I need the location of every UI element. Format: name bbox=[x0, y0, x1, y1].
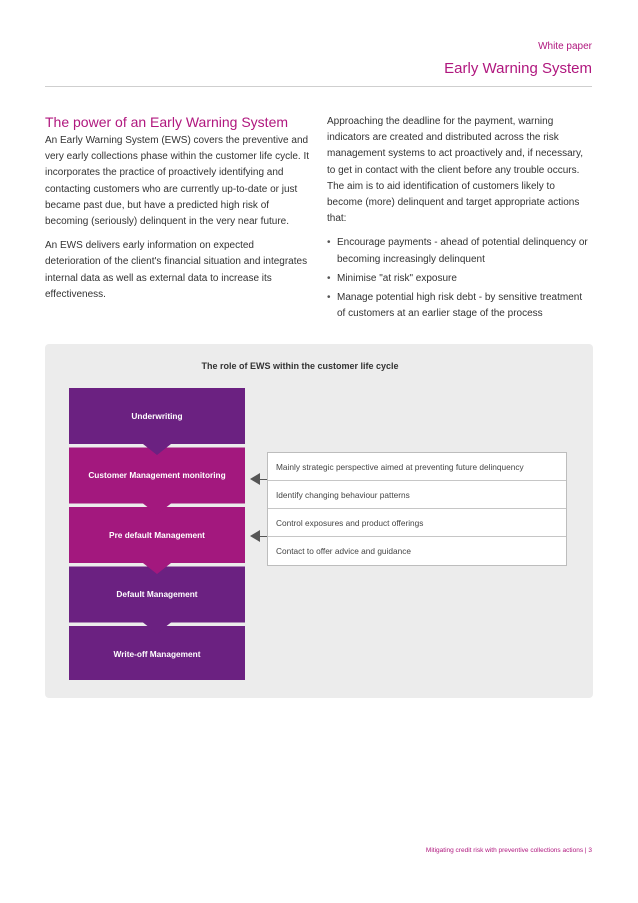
description-row: Mainly strategic perspective aimed at preventing future delinquency bbox=[268, 453, 566, 481]
header-label: White paper bbox=[538, 41, 592, 52]
bullet-item: • Encourage payments - ahead of potential delinquency or becoming increasingly delinquent bbox=[327, 235, 593, 267]
bullet-list bbox=[327, 235, 593, 322]
stage-label-pre-default: Pre default Management bbox=[109, 530, 205, 540]
right-paragraph-1: Approaching the deadline for the payment, warning indicators are created and distributed across the risk management systems to act proactively and, if necessary, to get in contact with the client before any trouble occurs. The aim is to aid identification of customers likely to become (more) delinquent and target appropriate actions that: bbox=[327, 116, 584, 225]
stage-pre-default bbox=[69, 507, 245, 574]
arrow-left-icon bbox=[250, 530, 260, 542]
stage-column bbox=[69, 388, 245, 680]
left-paragraph-1: An Early Warning System (EWS) covers the preventive and very early collections phase within the customer life cycle. It incorporates the practice of proactively identifying and contacting customers who are currently up-to-date or just became past due, but have a predicted high risk of becoming (seriously) delinquent in the very near future. bbox=[45, 135, 309, 228]
stage-label-default: Default Management bbox=[116, 589, 198, 599]
left-paragraph-2: An EWS delivers early information on expected deterioration of the client's financial situation and integrates internal data as well as external data to increase its effectiveness. bbox=[45, 240, 308, 300]
page-footer: Mitigating credit risk with preventive collections actions | 3 bbox=[425, 847, 592, 854]
header-title: Early Warning System bbox=[444, 60, 592, 77]
stage-label-underwriting: Underwriting bbox=[131, 411, 183, 421]
left-column bbox=[45, 114, 310, 311]
arrow-line-pre-default bbox=[259, 536, 267, 537]
description-row: Control exposures and product offerings bbox=[268, 509, 566, 537]
stage-label-customer-management: Customer Management monitoring bbox=[88, 470, 226, 480]
stage-customer-management bbox=[69, 448, 245, 515]
right-column bbox=[327, 114, 593, 325]
header-divider bbox=[45, 86, 592, 87]
stage-label-write-off: Write-off Management bbox=[113, 649, 201, 659]
bullet-item: • Manage potential high risk debt - by sensitive treatment of customers at an earlier stage of the process bbox=[327, 290, 593, 322]
ews-description-box bbox=[267, 452, 567, 566]
diagram-panel bbox=[45, 344, 593, 698]
stage-default bbox=[69, 567, 245, 634]
section-title: The power of an Early Warning System bbox=[45, 114, 289, 130]
arrow-line-monitoring bbox=[259, 479, 267, 480]
stage-underwriting bbox=[69, 388, 245, 455]
description-row: Contact to offer advice and guidance bbox=[276, 546, 411, 556]
arrow-left-icon bbox=[250, 473, 260, 485]
bullet-item: • Minimise "at risk" exposure bbox=[327, 271, 593, 287]
description-row: Identify changing behaviour patterns bbox=[268, 481, 566, 509]
diagram-title: The role of EWS within the customer life cycle bbox=[201, 361, 399, 371]
